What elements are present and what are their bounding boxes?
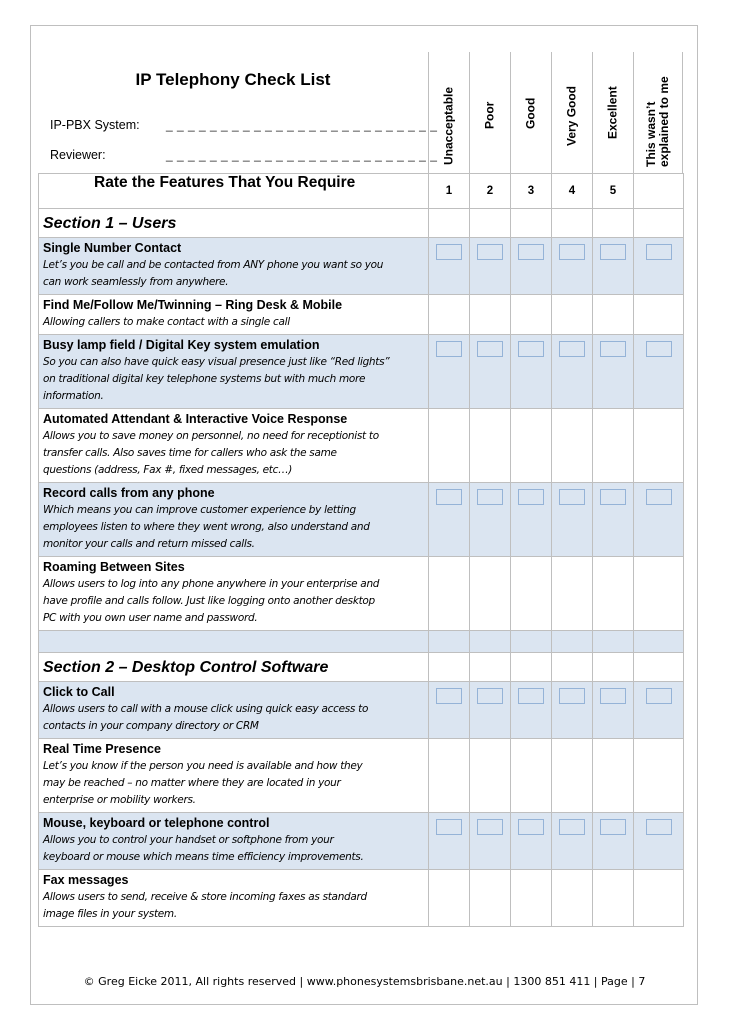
rating-checkbox[interactable] xyxy=(477,301,503,317)
rating-checkbox[interactable] xyxy=(477,745,503,761)
rating-cell[interactable] xyxy=(552,295,593,335)
ippbx-field[interactable]: _ _ _ _ _ _ _ _ _ _ _ _ _ _ _ _ _ _ _ _ _ _ _ _ _ xyxy=(166,118,438,132)
feature-description-line: Allows users to log into any phone anywhere in your enterprise and xyxy=(43,578,380,590)
rating-checkbox[interactable] xyxy=(646,244,672,260)
rating-cell[interactable] xyxy=(429,739,470,813)
rating-cell[interactable] xyxy=(593,682,634,739)
rating-cell[interactable] xyxy=(511,682,552,739)
rating-checkbox[interactable] xyxy=(477,563,503,579)
rating-checkbox[interactable] xyxy=(518,341,544,357)
feature-row xyxy=(39,682,684,739)
rating-checkbox[interactable] xyxy=(477,876,503,892)
feature-description-line: image files in your system. xyxy=(43,908,177,920)
feature-cell xyxy=(39,813,429,870)
rating-cell[interactable] xyxy=(634,335,684,409)
rating-checkbox[interactable] xyxy=(600,745,626,761)
rating-cell[interactable] xyxy=(429,295,470,335)
rating-cell[interactable] xyxy=(511,295,552,335)
feature-description xyxy=(39,352,428,408)
feature-row xyxy=(39,739,684,813)
rating-cell[interactable] xyxy=(593,238,634,295)
rating-cell[interactable] xyxy=(593,409,634,483)
rating-cell[interactable] xyxy=(593,335,634,409)
rating-cell[interactable] xyxy=(429,238,470,295)
rating-cell[interactable] xyxy=(593,557,634,631)
feature-title: Mouse, keyboard or telephone control xyxy=(43,816,270,830)
feature-description-line: have profile and calls follow. Just like logging onto another desktop xyxy=(43,595,375,607)
rating-checkbox[interactable] xyxy=(518,301,544,317)
rating-cell[interactable] xyxy=(470,557,511,631)
rating-checkbox[interactable] xyxy=(436,301,462,317)
feature-title: Click to Call xyxy=(43,685,115,699)
feature-title: Record calls from any phone xyxy=(43,486,215,500)
feature-cell xyxy=(39,335,429,409)
rating-checkbox[interactable] xyxy=(559,244,585,260)
rating-checkbox[interactable] xyxy=(559,688,585,704)
rating-checkbox[interactable] xyxy=(600,341,626,357)
rating-checkbox[interactable] xyxy=(646,819,672,835)
rating-checkbox[interactable] xyxy=(518,489,544,505)
rating-checkbox[interactable] xyxy=(518,415,544,431)
rating-checkbox[interactable] xyxy=(600,876,626,892)
rating-checkbox[interactable] xyxy=(518,244,544,260)
feature-description-line: on traditional digital key telephone systems but with much more xyxy=(43,373,366,385)
rating-checkbox[interactable] xyxy=(646,563,672,579)
rating-checkbox[interactable] xyxy=(600,489,626,505)
feature-description-line: questions (address, Fax #, fixed messages, etc…) xyxy=(43,464,293,476)
feature-row xyxy=(39,238,684,295)
rating-checkbox[interactable] xyxy=(477,489,503,505)
rating-checkbox[interactable] xyxy=(600,301,626,317)
rating-cell[interactable] xyxy=(511,409,552,483)
rating-checkbox[interactable] xyxy=(477,688,503,704)
rating-cell[interactable] xyxy=(552,335,593,409)
rating-cell[interactable] xyxy=(511,739,552,813)
rating-cell[interactable] xyxy=(429,409,470,483)
rating-cell[interactable] xyxy=(593,813,634,870)
rate-header-row xyxy=(39,174,684,209)
rating-checkbox[interactable] xyxy=(559,563,585,579)
rating-cell[interactable] xyxy=(511,335,552,409)
feature-title: Busy lamp field / Digital Key system emulation xyxy=(43,338,320,352)
rating-checkbox[interactable] xyxy=(600,563,626,579)
rating-cell[interactable] xyxy=(552,557,593,631)
rating-cell[interactable] xyxy=(634,870,684,927)
feature-cell xyxy=(39,557,429,631)
rating-checkbox[interactable] xyxy=(559,745,585,761)
rating-checkbox[interactable] xyxy=(646,745,672,761)
feature-description xyxy=(39,830,428,869)
rating-cell[interactable] xyxy=(634,813,684,870)
rating-checkbox[interactable] xyxy=(646,876,672,892)
rating-cell[interactable] xyxy=(552,238,593,295)
rating-cell[interactable] xyxy=(634,295,684,335)
feature-description-line: enterprise or mobility workers. xyxy=(43,794,196,806)
rating-checkbox[interactable] xyxy=(477,244,503,260)
feature-description xyxy=(39,699,428,738)
rating-cell[interactable] xyxy=(593,739,634,813)
rating-checkbox[interactable] xyxy=(518,688,544,704)
rating-cell[interactable] xyxy=(593,483,634,557)
rating-checkbox[interactable] xyxy=(559,415,585,431)
rating-checkbox[interactable] xyxy=(518,745,544,761)
rating-checkbox[interactable] xyxy=(600,244,626,260)
rating-cell[interactable] xyxy=(429,682,470,739)
rating-checkbox[interactable] xyxy=(600,415,626,431)
rating-cell[interactable] xyxy=(511,870,552,927)
feature-description xyxy=(39,574,428,630)
feature-cell xyxy=(39,739,429,813)
rating-checkbox[interactable] xyxy=(559,819,585,835)
feature-row xyxy=(39,335,684,409)
feature-description-line: Allows you to save money on personnel, no need for receptionist to xyxy=(43,430,379,442)
rating-checkbox[interactable] xyxy=(646,415,672,431)
rating-checkbox[interactable] xyxy=(436,688,462,704)
ippbx-label: IP-PBX System: xyxy=(50,118,140,132)
feature-row xyxy=(39,813,684,870)
feature-description-line: information. xyxy=(43,390,104,402)
col-header-excellent: Excellent xyxy=(592,52,633,173)
feature-description-line: So you can also have quick easy visual presence just like “Red lights” xyxy=(43,356,390,368)
feature-cell xyxy=(39,295,429,335)
rating-cell[interactable] xyxy=(470,870,511,927)
page-footer: © Greg Eicke 2011, All rights reserved | www.phonesystemsbrisbane.net.au | 1300 851 411 | Page | 7 xyxy=(83,975,646,988)
rating-cell[interactable] xyxy=(634,682,684,739)
rate-number: 3 xyxy=(511,174,552,209)
rating-checkbox[interactable] xyxy=(600,688,626,704)
rating-checkbox[interactable] xyxy=(559,876,585,892)
section-row xyxy=(39,209,684,238)
checklist-header xyxy=(38,52,683,173)
rating-checkbox[interactable] xyxy=(646,489,672,505)
rating-cell[interactable] xyxy=(552,682,593,739)
spacer-row xyxy=(39,631,684,653)
rating-checkbox[interactable] xyxy=(646,301,672,317)
col-header-unacceptable: Unacceptable xyxy=(428,52,469,173)
rating-cell[interactable] xyxy=(593,870,634,927)
checklist-table xyxy=(38,173,684,927)
feature-description-line: Let’s you be call and be contacted from ANY phone you want so you xyxy=(43,259,384,271)
col-header-poor: Poor xyxy=(469,52,510,173)
feature-description-line: can work seamlessly from anywhere. xyxy=(43,276,229,288)
rating-cell[interactable] xyxy=(470,295,511,335)
rate-number: 4 xyxy=(552,174,593,209)
rating-cell[interactable] xyxy=(429,813,470,870)
rating-cell[interactable] xyxy=(470,409,511,483)
rating-cell[interactable] xyxy=(511,238,552,295)
page-title: IP Telephony Check List xyxy=(135,70,331,89)
feature-title: Roaming Between Sites xyxy=(43,560,185,574)
rating-cell[interactable] xyxy=(429,870,470,927)
section-row xyxy=(39,653,684,682)
rating-checkbox[interactable] xyxy=(518,819,544,835)
rating-cell[interactable] xyxy=(634,557,684,631)
rating-checkbox[interactable] xyxy=(436,244,462,260)
rating-cell[interactable] xyxy=(552,813,593,870)
rating-checkbox[interactable] xyxy=(477,819,503,835)
rating-checkbox[interactable] xyxy=(646,688,672,704)
section-title: Section 2 – Desktop Control Software xyxy=(39,653,429,682)
feature-title: Automated Attendant & Interactive Voice Response xyxy=(43,412,348,426)
feature-title: Fax messages xyxy=(43,873,129,887)
rating-cell[interactable] xyxy=(552,739,593,813)
feature-description-line: keyboard or mouse which means time efficiency improvements. xyxy=(43,851,364,863)
rating-checkbox[interactable] xyxy=(518,876,544,892)
rating-cell[interactable] xyxy=(429,557,470,631)
rating-cell[interactable] xyxy=(470,682,511,739)
feature-description-line: PC with you own user name and password. xyxy=(43,612,258,624)
rating-cell[interactable] xyxy=(552,409,593,483)
feature-description xyxy=(39,887,428,926)
reviewer-label: Reviewer: xyxy=(50,148,106,162)
feature-cell xyxy=(39,409,429,483)
rating-cell[interactable] xyxy=(470,335,511,409)
feature-title: Real Time Presence xyxy=(43,742,161,756)
rating-cell[interactable] xyxy=(511,813,552,870)
feature-row xyxy=(39,557,684,631)
reviewer-field[interactable]: _ _ _ _ _ _ _ _ _ _ _ _ _ _ _ _ _ _ _ _ _ _ _ _ _ xyxy=(166,148,438,162)
rating-cell[interactable] xyxy=(429,335,470,409)
rating-cell[interactable] xyxy=(470,483,511,557)
rating-checkbox[interactable] xyxy=(559,341,585,357)
feature-description-line: Allows users to send, receive & store incoming faxes as standard xyxy=(43,891,367,903)
rating-checkbox[interactable] xyxy=(646,341,672,357)
rating-cell[interactable] xyxy=(634,483,684,557)
rating-cell[interactable] xyxy=(511,483,552,557)
feature-description-line: Allowing callers to make contact with a single call xyxy=(43,316,290,328)
feature-description xyxy=(39,500,428,556)
rating-cell[interactable] xyxy=(593,295,634,335)
feature-description-line: Let’s you know if the person you need is available and how they xyxy=(43,760,363,772)
feature-description-line: Which means you can improve customer experience by letting xyxy=(43,504,356,516)
feature-title: Single Number Contact xyxy=(43,241,182,255)
rating-checkbox[interactable] xyxy=(436,819,462,835)
rating-cell[interactable] xyxy=(634,739,684,813)
feature-title: Find Me/Follow Me/Twinning – Ring Desk & Mobile xyxy=(43,298,343,312)
rate-number: 5 xyxy=(593,174,634,209)
feature-description xyxy=(39,426,428,482)
feature-cell xyxy=(39,483,429,557)
rating-checkbox[interactable] xyxy=(436,341,462,357)
feature-description-line: employees listen to where they went wrong, also understand and xyxy=(43,521,370,533)
rating-checkbox[interactable] xyxy=(436,745,462,761)
rating-checkbox[interactable] xyxy=(436,415,462,431)
feature-description-line: contacts in your company directory or CRM xyxy=(43,720,259,732)
feature-cell xyxy=(39,238,429,295)
rating-cell[interactable] xyxy=(634,409,684,483)
rating-checkbox[interactable] xyxy=(477,341,503,357)
rating-cell[interactable] xyxy=(429,483,470,557)
feature-description xyxy=(39,255,428,294)
rate-number: 2 xyxy=(470,174,511,209)
feature-row xyxy=(39,483,684,557)
rating-cell[interactable] xyxy=(470,813,511,870)
feature-description-line: transfer calls. Also saves time for callers who ask the same xyxy=(43,447,337,459)
rating-checkbox[interactable] xyxy=(436,563,462,579)
rating-checkbox[interactable] xyxy=(559,301,585,317)
rating-cell[interactable] xyxy=(552,483,593,557)
rating-cell[interactable] xyxy=(470,739,511,813)
rating-cell[interactable] xyxy=(634,238,684,295)
feature-description-line: Allows you to control your handset or softphone from your xyxy=(43,834,334,846)
feature-row xyxy=(39,409,684,483)
col-header-not-explained: This wasn’t explained to me xyxy=(633,52,683,173)
feature-description-line: Allows users to call with a mouse click using quick easy access to xyxy=(43,703,369,715)
feature-cell xyxy=(39,870,429,927)
col-header-good: Good xyxy=(510,52,551,173)
rating-checkbox[interactable] xyxy=(600,819,626,835)
rating-cell[interactable] xyxy=(552,870,593,927)
rating-cell[interactable] xyxy=(511,557,552,631)
feature-row xyxy=(39,295,684,335)
feature-cell xyxy=(39,682,429,739)
rate-number: 1 xyxy=(429,174,470,209)
rating-checkbox[interactable] xyxy=(436,489,462,505)
feature-description xyxy=(39,756,428,812)
rate-header-label: Rate the Features That You Require xyxy=(39,174,429,209)
feature-description-line: monitor your calls and return missed calls. xyxy=(43,538,255,550)
feature-description xyxy=(39,312,428,334)
rating-checkbox[interactable] xyxy=(436,876,462,892)
feature-row xyxy=(39,870,684,927)
rating-cell[interactable] xyxy=(470,238,511,295)
section-title: Section 1 – Users xyxy=(39,209,429,238)
col-header-very-good: Very Good xyxy=(551,52,592,173)
rating-checkbox[interactable] xyxy=(518,563,544,579)
rating-checkbox[interactable] xyxy=(559,489,585,505)
rating-checkbox[interactable] xyxy=(477,415,503,431)
feature-description-line: may be reached – no matter where they are located in your xyxy=(43,777,341,789)
